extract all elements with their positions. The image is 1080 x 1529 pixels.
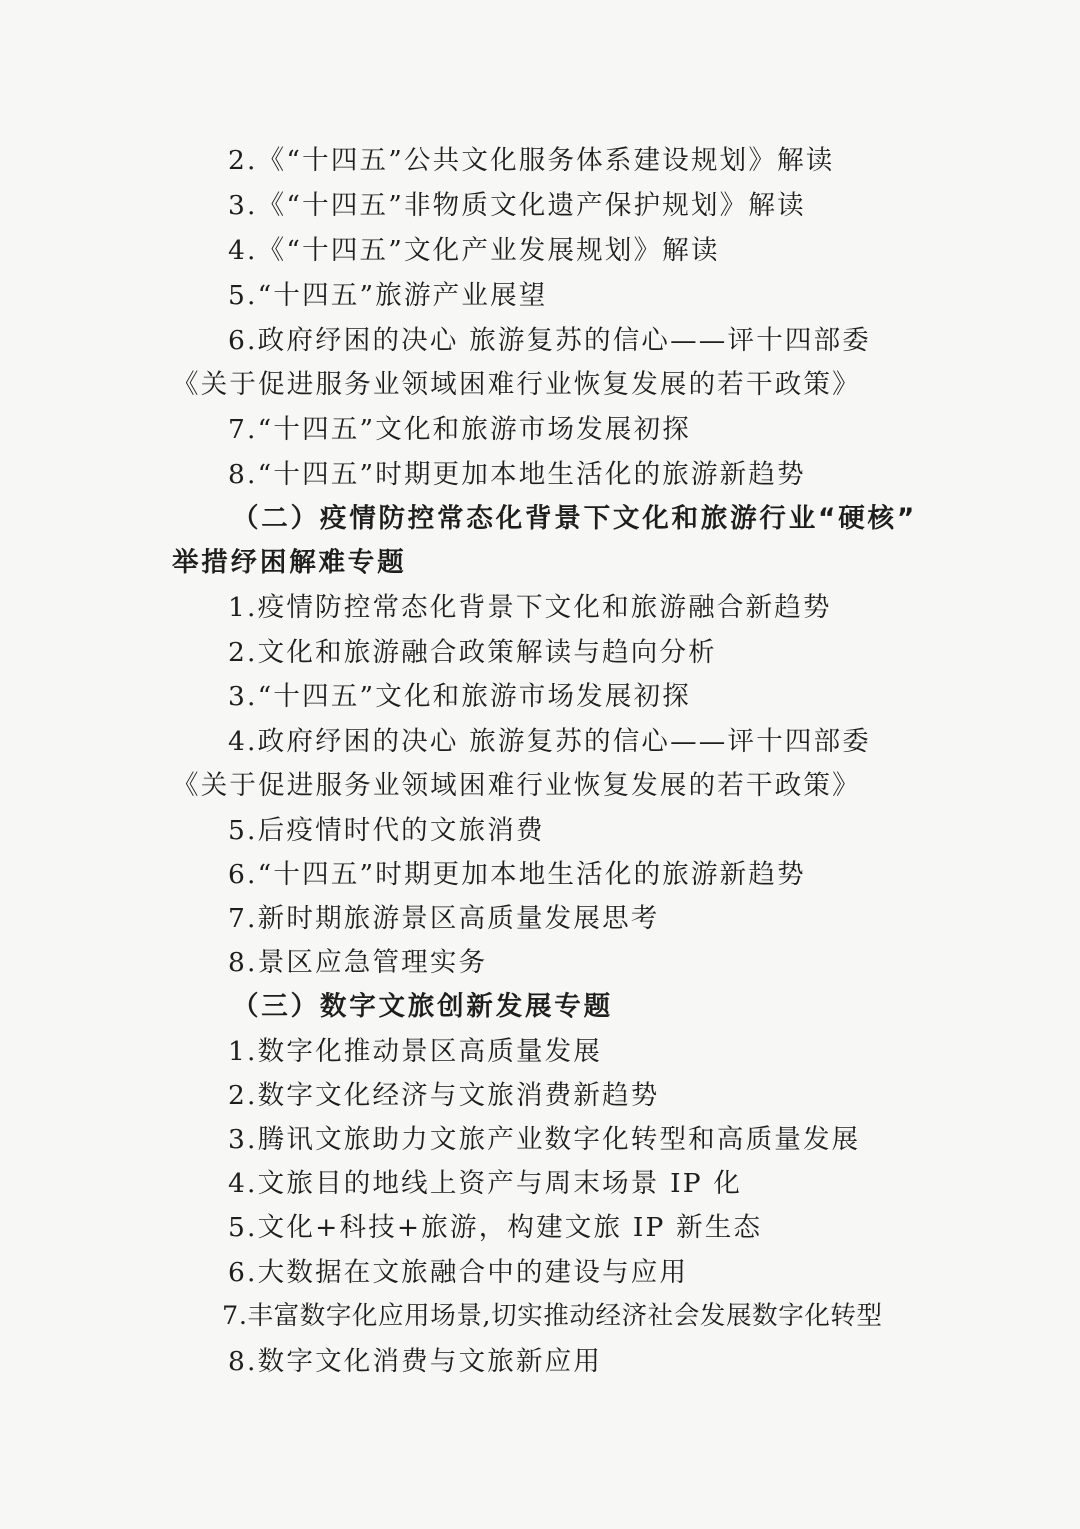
list-item: 3.腾讯文旅助力文旅产业数字化转型和高质量发展 (228, 1124, 861, 1155)
list-item: 7.新时期旅游景区高质量发展思考 (228, 903, 660, 934)
list-item: 5.“十四五”旅游产业展望 (228, 280, 548, 311)
list-item: 6.大数据在文旅融合中的建设与应用 (228, 1257, 689, 1288)
section-heading: （二）疫情防控常态化背景下文化和旅游行业“硬核” (232, 503, 918, 534)
list-item: 5.后疫情时代的文旅消费 (228, 815, 545, 846)
list-item: 7.“十四五”文化和旅游市场发展初探 (228, 414, 691, 445)
list-item: 8.景区应急管理实务 (228, 947, 488, 978)
list-item: 1.数字化推动景区高质量发展 (228, 1036, 603, 1067)
section-heading: （三）数字文旅创新发展专题 (232, 991, 613, 1022)
list-item: 4.政府纾困的决心 旅游复苏的信心——评十四部委 (228, 726, 872, 757)
list-item-continuation: 《关于促进服务业领域困难行业恢复发展的若干政策》 (172, 369, 861, 400)
list-item: 5.文化+科技+旅游，构建文旅 IP 新生态 (228, 1212, 763, 1243)
list-item: 8.“十四五”时期更加本地生活化的旅游新趋势 (228, 459, 806, 490)
list-item: 2.《“十四五”公共文化服务体系建设规划》解读 (228, 145, 835, 176)
list-item: 4.文旅目的地线上资产与周末场景 IP 化 (228, 1168, 743, 1199)
list-item: 8.数字文化消费与文旅新应用 (228, 1346, 603, 1377)
list-item: 2.文化和旅游融合政策解读与趋向分析 (228, 637, 717, 668)
list-item: 6.政府纾困的决心 旅游复苏的信心——评十四部委 (228, 325, 872, 356)
list-item: 3.“十四五”文化和旅游市场发展初探 (228, 681, 691, 712)
list-item: 6.“十四五”时期更加本地生活化的旅游新趋势 (228, 859, 806, 890)
section-heading-continuation: 举措纾困解难专题 (172, 547, 407, 578)
list-item: 1.疫情防控常态化背景下文化和旅游融合新趋势 (228, 592, 832, 623)
list-item: 3.《“十四五”非物质文化遗产保护规划》解读 (228, 190, 806, 221)
list-item: 4.《“十四五”文化产业发展规划》解读 (228, 235, 720, 266)
list-item: 7.丰富数字化应用场景,切实推动经济社会发展数字化转型 (222, 1301, 883, 1331)
list-item-continuation: 《关于促进服务业领域困难行业恢复发展的若干政策》 (172, 770, 861, 801)
list-item: 2.数字文化经济与文旅消费新趋势 (228, 1080, 660, 1111)
